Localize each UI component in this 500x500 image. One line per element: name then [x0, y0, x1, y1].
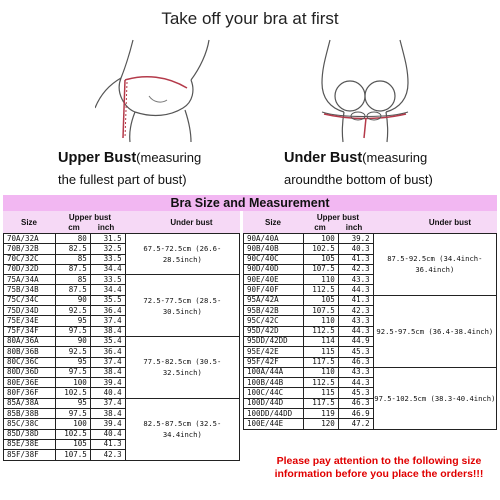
size-cell: 80F/36F	[4, 388, 56, 398]
cm-cell: 95	[55, 398, 90, 408]
under-bust-cell: 87.5-92.5cm (34.4inch-36.4inch)	[373, 234, 496, 296]
size-cell: 95DD/42DD	[244, 336, 304, 346]
cm-cell: 97.5	[55, 367, 90, 377]
inch-cell: 44.3	[338, 285, 373, 295]
size-cell: 90F/40F	[244, 285, 304, 295]
size-cell: 100DD/44DD	[244, 409, 304, 419]
under-bust-cell: 67.5-72.5cm (26.6-28.5inch)	[125, 234, 239, 275]
inch-cell: 32.5	[90, 244, 125, 254]
inch-cell: 41.3	[338, 254, 373, 264]
inch-cell: 38.4	[90, 367, 125, 377]
cm-cell: 95	[55, 316, 90, 326]
page-title: Take off your bra at first	[161, 9, 339, 28]
inch-cell: 39.2	[338, 234, 373, 244]
under-bust-paren: (measuring	[362, 150, 428, 165]
table-row	[4, 234, 240, 244]
cm-cell: 112.5	[303, 326, 338, 336]
cm-cell: 85	[55, 275, 90, 285]
cm-cell: 119	[303, 409, 338, 419]
inch-cell: 34.4	[90, 285, 125, 295]
under-bust-cell: 97.5-102.5cm (38.3-40.4inch)	[373, 367, 496, 429]
upper-bust-paren: (measuring	[136, 150, 202, 165]
size-cell: 95E/42E	[244, 347, 304, 357]
cm-cell: 100	[55, 419, 90, 429]
cm-cell: 112.5	[303, 378, 338, 388]
cm-cell: 100	[303, 234, 338, 244]
inch-cell: 43.3	[338, 316, 373, 326]
inch-cell: 35.5	[90, 295, 125, 305]
cm-cell: 90	[55, 295, 90, 305]
inch-cell: 38.4	[90, 409, 125, 419]
size-cell: 90E/40E	[244, 275, 304, 285]
inch-cell: 44.3	[338, 326, 373, 336]
cm-cell: 100	[55, 378, 90, 388]
right-header	[243, 211, 497, 233]
cm-header: cm	[68, 223, 80, 232]
inch-cell: 43.3	[338, 367, 373, 377]
under-bust-illustration	[300, 38, 430, 143]
cm-cell: 80	[55, 234, 90, 244]
cm-cell: 97.5	[55, 326, 90, 336]
cm-cell: 102.5	[55, 388, 90, 398]
size-cell: 75E/34E	[4, 316, 56, 326]
inch-cell: 34.4	[90, 264, 125, 274]
cm-cell: 90	[55, 336, 90, 346]
inch-cell: 36.4	[90, 347, 125, 357]
cm-cell: 110	[303, 316, 338, 326]
inch-cell: 37.4	[90, 357, 125, 367]
cm-cell: 107.5	[303, 306, 338, 316]
cm-cell: 97.5	[55, 409, 90, 419]
inch-cell: 42.3	[338, 264, 373, 274]
size-chart	[3, 195, 497, 500]
size-cell: 75F/34F	[4, 326, 56, 336]
upper-bust-illustration	[95, 38, 225, 143]
inch-cell: 40.3	[338, 244, 373, 254]
inch-cell: 31.5	[90, 234, 125, 244]
cm-cell: 82.5	[55, 244, 90, 254]
size-cell: 95A/42A	[244, 295, 304, 305]
size-header: Size	[20, 218, 37, 227]
table-row	[244, 295, 497, 305]
cm-cell: 87.5	[55, 264, 90, 274]
table-row	[244, 234, 497, 244]
left-header	[3, 211, 240, 233]
size-cell: 80D/36D	[4, 367, 56, 377]
cm-cell: 85	[55, 254, 90, 264]
upper-bust-desc: the fullest part of bust)	[58, 172, 187, 187]
inch-cell: 37.4	[90, 316, 125, 326]
left-size-table	[3, 233, 240, 461]
cm-cell: 102.5	[55, 429, 90, 439]
right-size-table	[243, 233, 497, 430]
cm-cell: 102.5	[303, 244, 338, 254]
under-bust-header-right: Under bust	[428, 218, 472, 227]
size-cell: 85F/38F	[4, 450, 56, 460]
inch-cell: 36.4	[90, 306, 125, 316]
size-cell: 85D/38D	[4, 429, 56, 439]
under-bust-desc: aroundthe bottom of bust)	[284, 172, 433, 187]
size-cell: 95C/42C	[244, 316, 304, 326]
under-bust-header: Under bust	[170, 218, 213, 227]
size-cell: 85B/38B	[4, 409, 56, 419]
size-cell: 100C/44C	[244, 388, 304, 398]
upper-bust-header-right: Upper bust	[316, 213, 360, 222]
cm-header-right: cm	[314, 223, 326, 232]
cm-cell: 117.5	[303, 357, 338, 367]
size-cell: 100B/44B	[244, 378, 304, 388]
table-title: Bra Size and Measurement	[3, 195, 497, 211]
size-cell: 90D/40D	[244, 264, 304, 274]
size-cell: 95D/42D	[244, 326, 304, 336]
cm-cell: 115	[303, 347, 338, 357]
size-cell: 75A/34A	[4, 275, 56, 285]
inch-cell: 44.9	[338, 336, 373, 346]
size-cell: 80E/36E	[4, 378, 56, 388]
size-cell: 70D/32D	[4, 264, 56, 274]
cm-cell: 112.5	[303, 285, 338, 295]
inch-cell: 46.9	[338, 409, 373, 419]
inch-cell: 39.4	[90, 378, 125, 388]
under-bust-title: Under Bust	[284, 150, 363, 166]
inch-cell: 40.4	[90, 429, 125, 439]
size-cell: 85C/38C	[4, 419, 56, 429]
table-row	[4, 336, 240, 346]
under-bust-cell: 92.5-97.5cm (36.4-38.4inch)	[373, 295, 496, 367]
size-cell: 100A/44A	[244, 367, 304, 377]
cm-cell: 110	[303, 367, 338, 377]
size-cell: 85E/38E	[4, 439, 56, 449]
order-note: Please pay attention to the following size information before you place the orders!!!	[274, 455, 484, 480]
inch-cell: 46.3	[338, 357, 373, 367]
cm-cell: 110	[303, 275, 338, 285]
size-cell: 75B/34B	[4, 285, 56, 295]
size-cell: 85A/38A	[4, 398, 56, 408]
cm-cell: 115	[303, 388, 338, 398]
cm-cell: 114	[303, 336, 338, 346]
size-cell: 95F/42F	[244, 357, 304, 367]
size-header-right: Size	[264, 218, 281, 227]
cm-cell: 107.5	[55, 450, 90, 460]
table-row	[244, 367, 497, 377]
size-cell: 90C/40C	[244, 254, 304, 264]
cm-cell: 105	[55, 439, 90, 449]
inch-cell: 45.3	[338, 388, 373, 398]
inch-cell: 44.3	[338, 378, 373, 388]
cm-cell: 92.5	[55, 347, 90, 357]
upper-bust-title: Upper Bust	[58, 150, 137, 166]
cm-cell: 95	[55, 357, 90, 367]
cm-cell: 120	[303, 419, 338, 429]
cm-cell: 105	[303, 295, 338, 305]
under-bust-cell: 77.5-82.5cm (30.5-32.5inch)	[125, 336, 239, 398]
inch-cell: 42.3	[90, 450, 125, 460]
size-cell: 75C/34C	[4, 295, 56, 305]
inch-cell: 41.3	[338, 295, 373, 305]
inch-cell: 47.2	[338, 419, 373, 429]
inch-header-right: inch	[345, 223, 363, 232]
inch-cell: 41.3	[90, 439, 125, 449]
size-cell: 70B/32B	[4, 244, 56, 254]
cm-cell: 105	[303, 254, 338, 264]
size-cell: 80B/36B	[4, 347, 56, 357]
inch-cell: 40.4	[90, 388, 125, 398]
table-row	[4, 275, 240, 285]
inch-cell: 46.3	[338, 398, 373, 408]
inch-cell: 43.3	[338, 275, 373, 285]
cm-cell: 117.5	[303, 398, 338, 408]
size-cell: 70A/32A	[4, 234, 56, 244]
under-bust-caption	[284, 150, 427, 166]
size-cell: 75D/34D	[4, 306, 56, 316]
upper-bust-header: Upper bust	[68, 213, 112, 222]
cm-cell: 107.5	[303, 264, 338, 274]
inch-cell: 33.5	[90, 254, 125, 264]
size-cell: 90B/40B	[244, 244, 304, 254]
size-cell: 70C/32C	[4, 254, 56, 264]
size-cell: 90A/40A	[244, 234, 304, 244]
inch-cell: 39.4	[90, 419, 125, 429]
inch-cell: 35.4	[90, 336, 125, 346]
table-row	[4, 398, 240, 408]
inch-cell: 37.4	[90, 398, 125, 408]
size-cell: 100D/44D	[244, 398, 304, 408]
under-bust-cell: 72.5-77.5cm (28.5-30.5inch)	[125, 275, 239, 337]
size-cell: 100E/44E	[244, 419, 304, 429]
inch-cell: 42.3	[338, 306, 373, 316]
inch-cell: 38.4	[90, 326, 125, 336]
cm-cell: 87.5	[55, 285, 90, 295]
size-cell: 95B/42B	[244, 306, 304, 316]
size-cell: 80A/36A	[4, 336, 56, 346]
size-cell: 80C/36C	[4, 357, 56, 367]
under-bust-cell: 82.5-87.5cm (32.5-34.4inch)	[125, 398, 239, 460]
inch-cell: 45.3	[338, 347, 373, 357]
inch-header: inch	[97, 223, 115, 232]
inch-cell: 33.5	[90, 275, 125, 285]
upper-bust-caption	[58, 150, 201, 166]
cm-cell: 92.5	[55, 306, 90, 316]
